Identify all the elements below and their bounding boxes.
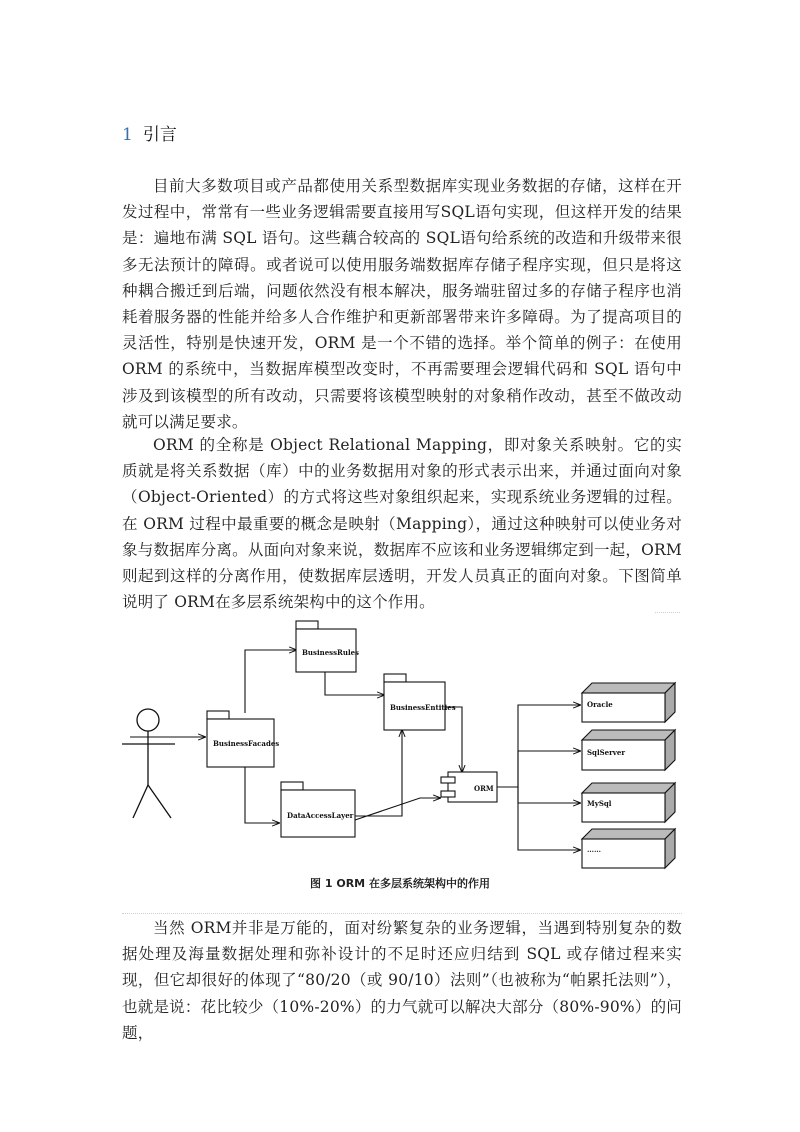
label-oracle: Oracle [587, 700, 613, 709]
label-business-rules: BusinessRules [302, 648, 359, 657]
node-mysql [582, 783, 675, 822]
facades-to-dal-arrow [245, 765, 279, 823]
section-number: 1 [122, 125, 133, 145]
dal-to-entities-arrow [355, 730, 402, 816]
package-business-rules [296, 621, 359, 672]
rules-to-entities-arrow [325, 672, 384, 695]
orm-to-oracle-arrow [497, 705, 580, 787]
node-more-databases [582, 829, 675, 868]
figure-caption: 图 1 ORM 在多层系统架构中的作用 [310, 877, 490, 890]
paragraph-limitations: 当然 ORM并非是万能的，面对纷繁复杂的业务逻辑，当遇到特别复杂的数据处理及海量数据处理和弥补设计的不足时还应归结到 SQL 或存储过程来实现，但它却很好的体现了“80/20（或 90/10）法则”（也被称为“帕累托法则”），也就是说：花比较少（10%-20%）的力气就可以解决大部分（80%-90%）的问题， [122, 919, 682, 1042]
label-business-facades: BusinessFacades [213, 739, 280, 748]
label-more-databases: …… [587, 845, 601, 854]
label-sqlserver: SqlServer [587, 748, 626, 757]
node-oracle [582, 683, 675, 722]
dal-to-orm-arrow [355, 798, 440, 820]
paragraph-orm-definition: ORM 的全称是 Object Relational Mapping，即对象关系映射。它的实质就是将关系数据（库）中的业务数据用对象的形式表示出来，并通过面向对象（Object-Oriented）的方式将这些对象组织起来，实现系统业务逻辑的过程。在 ORM 过程中最重要的概念是映射（Mapping），通过这种映射可以使业务对象与数据库分离。从面向对象来说，数据库不应该和业务逻辑绑定到一起，ORM 则起到这样的分离作用，使数据库层透明，开发人员真正的面向对象。下图简单说明了 ORM在多层系统架构中的这个作用。 [122, 436, 682, 612]
label-mysql: MySql [587, 799, 612, 808]
orm-to-more-arrow [518, 787, 580, 850]
node-sqlserver [582, 730, 675, 770]
actor-figure [122, 709, 175, 818]
paragraph-intro: 目前大多数项目或产品都使用关系型数据库实现业务数据的存储，这样在开发过程中，常常有一些业务逻辑需要直接用写SQL语句实现，但这样开发的结果是：遍地布满 SQL 语句。这些藕合较高的 SQL语句给系统的改造和升级带来很多无法预计的障碍。或者说可以使用服务端数据库存储子程序实现，但只是将这种耦合搬迁到后端，问题依然没有根本解决，服务端驻留过多的存储子程序也消耗着服务器的性能并给多人合作维护和更新部署带来许多障碍。为了提高项目的灵活性，特别是快速开发，ORM 是一个不错的选择。举个简单的例子：在使用 ORM 的系统中，当数据库模型改变时，不再需要理会逻辑代码和 SQL 语句中涉及到该模型的所有改动，只需要将该模型映射的对象稍作改动，甚至不做改动就可以满足要求。 [122, 177, 682, 431]
label-data-access-layer: DataAccessLayer [287, 811, 354, 820]
package-data-access-layer [281, 782, 355, 837]
entities-to-orm-arrow [445, 707, 462, 772]
divider-dots [122, 913, 682, 914]
component-orm [441, 772, 497, 802]
section-title: 引言 [142, 125, 177, 145]
orm-to-mysql-arrow [518, 787, 580, 803]
label-orm: ORM [474, 784, 494, 793]
label-business-entities: BusinessEntities [390, 703, 456, 712]
orm-to-sqlserver-arrow [518, 751, 580, 787]
facades-to-rules-arrow [245, 650, 296, 713]
package-business-facades [207, 711, 279, 767]
package-business-entities [384, 674, 456, 730]
